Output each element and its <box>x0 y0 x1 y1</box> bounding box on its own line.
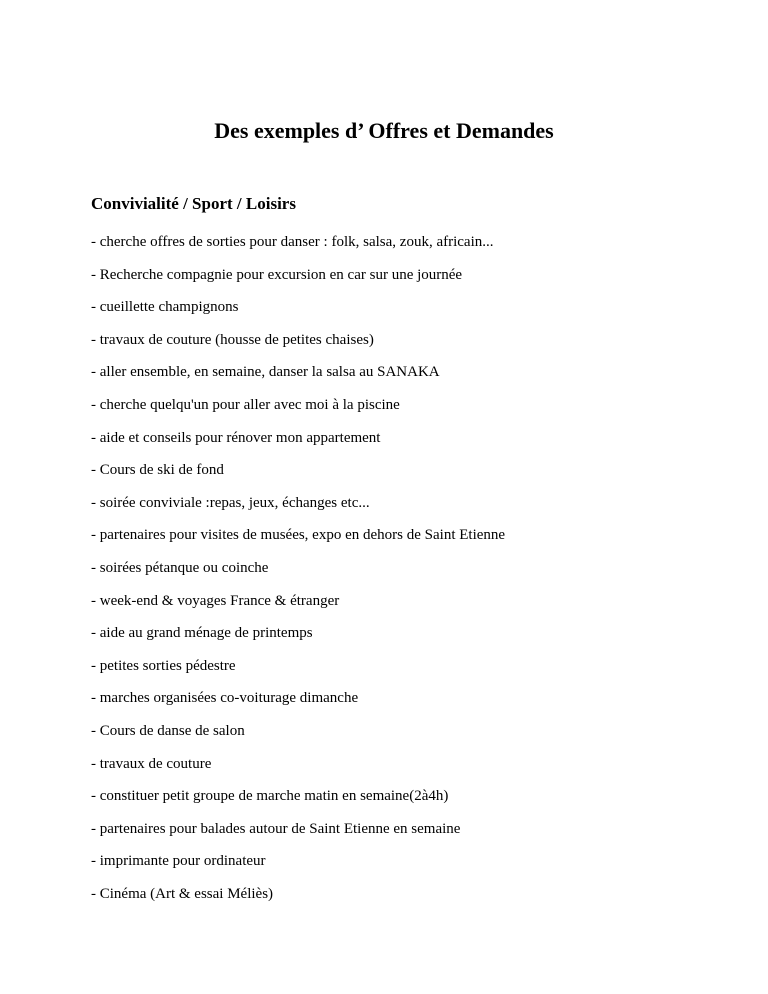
list-item: - travaux de couture (housse de petites chaises) <box>91 331 374 348</box>
list-item: - petites sorties pédestre <box>91 657 236 674</box>
list-item: - soirées pétanque ou coinche <box>91 559 269 576</box>
list-item: - partenaires pour visites de musées, expo en dehors de Saint Etienne <box>91 527 506 544</box>
list-item: - imprimante pour ordinateur <box>91 853 266 870</box>
list-item: - cherche quelqu'un pour aller avec moi à la piscine <box>91 396 400 413</box>
page-title: Des exemples d’ Offres et Demandes <box>214 118 554 143</box>
list-item: - travaux de couture <box>91 755 212 772</box>
list-item: - week-end & voyages France & étranger <box>91 592 340 609</box>
list-item: - aide au grand ménage de printemps <box>91 625 313 642</box>
section-heading: Convivialité / Sport / Loisirs <box>91 194 296 213</box>
list-item: - Cinéma (Art & essai Méliès) <box>91 885 274 902</box>
list-item: - cherche offres de sorties pour danser : folk, salsa, zouk, africain... <box>91 234 494 250</box>
list-item: - aide et conseils pour rénover mon appartement <box>91 429 381 446</box>
list-item: - Recherche compagnie pour excursion en car sur une journée <box>91 266 463 283</box>
list-item: - marches organisées co-voiturage dimanche <box>91 690 359 707</box>
list-item: - aller ensemble, en semaine, danser la salsa au SANAKA <box>91 364 440 381</box>
list-item: - soirée conviviale :repas, jeux, échanges etc... <box>91 494 370 511</box>
list-item: - Cours de danse de salon <box>91 722 245 739</box>
list-item: - constituer petit groupe de marche matin en semaine(2à4h) <box>91 788 449 805</box>
list-item: - partenaires pour balades autour de Saint Etienne en semaine <box>91 820 461 837</box>
list-item: - cueillette champignons <box>91 299 239 316</box>
list-item: - Cours de ski de fond <box>91 462 224 479</box>
offer-list <box>91 232 505 916</box>
